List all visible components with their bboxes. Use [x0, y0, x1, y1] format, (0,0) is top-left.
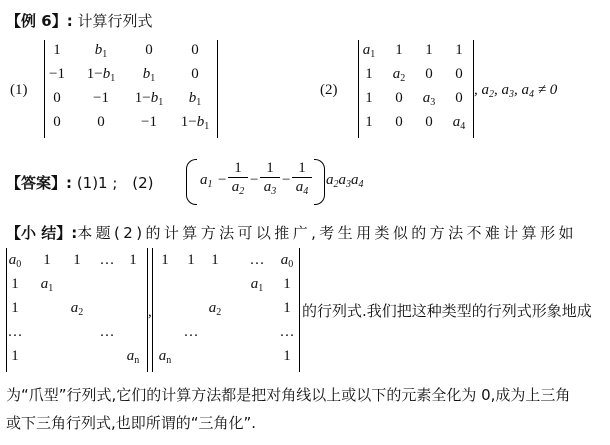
problem2-cell-r4-c4: $a_4$	[452, 114, 466, 132]
problem1-cell-r1-c4: 0	[191, 42, 199, 58]
problem2-cell-r3-c2: 0	[395, 90, 403, 106]
summary-right-cell-r2-c4: $a_1$	[250, 276, 264, 294]
answer-minus-3: −	[282, 172, 291, 188]
problem2-cell-r2-c2: $a_2$	[392, 66, 406, 84]
answer-minus-1: −	[218, 172, 227, 188]
answer-heading	[6, 172, 153, 193]
answer-part1: (1)1 ;	[76, 174, 118, 192]
problem1-cell-r1-c2: $b_1$	[94, 42, 108, 60]
summary-left-cell-r3-c1: 1	[11, 300, 19, 316]
example-label-close: 】:	[51, 12, 73, 30]
answer-a1: $a_1$	[200, 172, 213, 190]
problem2-cell-r4-c2: 0	[395, 114, 403, 130]
problem2-cell-r1-c2: 1	[395, 42, 403, 58]
problem1-cell-r3-c4: $b_1$	[188, 90, 202, 108]
problem2-cell-r3-c3: $a_3$	[422, 90, 436, 108]
problem2-cell-r4-c1: 1	[365, 114, 373, 130]
answer-left-paren	[186, 159, 197, 205]
problem1-cell-r4-c1: 0	[53, 114, 61, 130]
summary-right-cell-r4-c2: …	[183, 324, 199, 340]
summary-left-cell-r1-c2: 1	[43, 252, 51, 268]
summary-text-line1: 本题(2)的计算方法可以推广,考生用类似的方法不难计算形如	[77, 224, 577, 242]
answer-label-open: 【	[6, 174, 22, 192]
summary-left-cell-r5-c5: $a_n$	[126, 348, 140, 366]
summary-determinant-right	[152, 248, 300, 372]
example-label-name: 例 6	[21, 12, 52, 30]
answer-label-close: 】:	[51, 174, 73, 192]
answer-frac-a3: $\frac{1}{a_3}$	[260, 159, 280, 196]
problem1-cell-r2-c1: −1	[49, 66, 65, 82]
problem2-cell-r4-c3: 0	[425, 114, 433, 130]
summary-right-cell-r2-c5: 1	[283, 276, 291, 292]
problem2-cell-r1-c3: 1	[425, 42, 433, 58]
summary-label-open: 【	[6, 224, 22, 242]
summary-left-cell-r2-c2: $a_1$	[40, 276, 54, 294]
summary-right-cell-r1-c5: $a_0$	[280, 252, 294, 270]
summary-left-cell-r1-c4: …	[99, 252, 115, 268]
problem2-cell-r3-c4: 0	[455, 90, 463, 106]
answer-label-name: 答案	[21, 174, 52, 192]
summary-right-cell-r1-c2: 1	[187, 252, 195, 268]
summary-left-cell-r1-c5: 1	[129, 252, 137, 268]
answer-tail: $a_2a_3a_4$	[326, 172, 364, 190]
problem2-determinant	[358, 40, 474, 138]
summary-left-cell-r4-c4: …	[99, 324, 115, 340]
problem1-determinant	[44, 40, 218, 138]
answer-frac-a2: $\frac{1}{a_2}$	[228, 159, 248, 196]
problem1-cell-r1-c3: 0	[145, 42, 153, 58]
summary-right-cell-r5-c1: $a_n$	[158, 348, 172, 366]
summary-determinant-left	[6, 248, 148, 372]
problem2-cell-r1-c1: $a_1$	[362, 42, 376, 60]
summary-left-cell-r2-c1: 1	[11, 276, 19, 292]
problem1-cell-r1-c1: 1	[53, 42, 61, 58]
summary-line4: 或下三角行列式,也即所谓的“三角化”.	[6, 414, 257, 432]
summary-right-cell-r3-c3: $a_2$	[208, 300, 222, 318]
summary-line3: 为“爪型”行列式,它们的计算方法都是把对角线以上或以下的元素全化为 0,成为上三角	[6, 386, 571, 404]
problem1-cell-r2-c4: 0	[191, 66, 199, 82]
summary-left-cell-r3-c3: $a_2$	[70, 300, 84, 318]
problem1-cell-r4-c2: 0	[97, 114, 105, 130]
example-heading	[6, 10, 152, 31]
problem2-number: (2)	[320, 82, 338, 98]
problem1-cell-r3-c1: 0	[53, 90, 61, 106]
summary-right-cell-r1-c1: 1	[161, 252, 169, 268]
answer-minus-2: −	[250, 172, 259, 188]
summary-left-cell-r4-c1: …	[7, 324, 23, 340]
problem1-cell-r4-c4: $1-b_1$	[180, 114, 210, 132]
summary-left-cell-r1-c3: 1	[73, 252, 81, 268]
summary-label-close: 】:	[56, 224, 78, 242]
problem2-cell-r2-c1: 1	[365, 66, 373, 82]
answer-part2-label: (2)	[132, 174, 154, 192]
problem1-cell-r4-c3: −1	[141, 114, 157, 130]
problem2-cell-r1-c4: 1	[455, 42, 463, 58]
summary-right-cell-r4-c5: …	[279, 324, 295, 340]
example-label-open: 【	[6, 12, 22, 30]
problem1-cell-r2-c3: $b_1$	[142, 66, 156, 84]
problem2-cell-r3-c1: 1	[365, 90, 373, 106]
summary-right-cell-r1-c3: 1	[211, 252, 219, 268]
summary-left-cell-r1-c1: $a_0$	[8, 252, 22, 270]
problem1-number: (1)	[10, 82, 28, 98]
summary-text-after-dets: 的行列式.我们把这种类型的行列式形象地成	[302, 302, 592, 320]
problem1-cell-r3-c3: $1-b_1$	[134, 90, 164, 108]
summary-comma: ,	[148, 304, 152, 320]
example-title: 计算行列式	[77, 12, 153, 30]
summary-right-cell-r3-c5: 1	[283, 300, 291, 316]
answer-right-paren	[314, 159, 325, 205]
summary-line1	[6, 222, 577, 243]
summary-right-cell-r5-c5: 1	[283, 348, 291, 364]
summary-right-cell-r1-c4: …	[249, 252, 265, 268]
summary-label-name: 小 结	[21, 224, 57, 242]
answer-frac-a4: $\frac{1}{a_4}$	[292, 159, 312, 196]
problem1-cell-r3-c2: −1	[93, 90, 109, 106]
summary-left-cell-r5-c1: 1	[11, 348, 19, 364]
problem2-cell-r2-c4: 0	[455, 66, 463, 82]
problem2-condition: , $a_2$, $a_3$, $a_4 \ne 0$	[474, 82, 558, 100]
problem1-cell-r2-c2: $1-b_1$	[86, 66, 116, 84]
problem2-cell-r2-c3: 0	[425, 66, 433, 82]
